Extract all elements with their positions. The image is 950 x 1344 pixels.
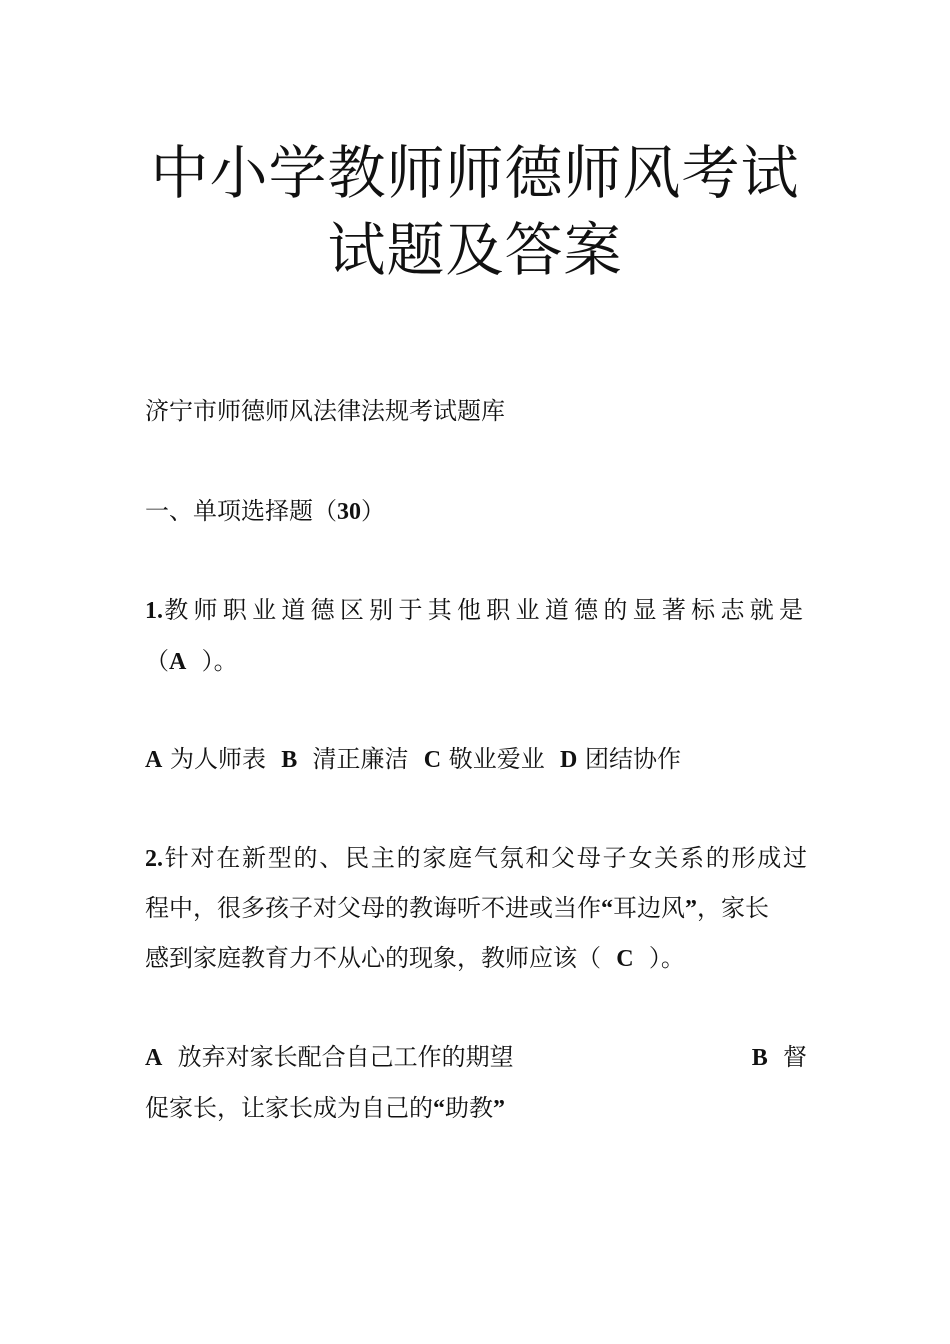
quote-open: “ — [601, 896, 613, 922]
quote-open: “ — [433, 1096, 445, 1122]
option-text: 放弃对家长配合自己工作的期望 — [177, 1043, 514, 1071]
question-1-answer-close: ）。 — [186, 647, 238, 675]
question-2-line-3 — [145, 940, 807, 977]
option-letter: C — [423, 747, 442, 773]
question-2-stem-part-4: 感到家庭教育力不从心的现象，教师应该（ — [145, 944, 601, 972]
option-letter: A — [145, 747, 163, 773]
option-letter: A — [145, 1045, 163, 1071]
question-2-stem-part-3: ，家长 — [697, 894, 769, 922]
document-title-line-1: 中小学教师师德师风考试 — [150, 139, 800, 207]
question-2-options-line-1 — [145, 1039, 807, 1076]
option-text: 督 — [783, 1043, 807, 1071]
option-text: 团结协作 — [585, 745, 682, 773]
question-1-answer-line — [145, 643, 807, 680]
option-b-start — [752, 1039, 807, 1076]
question-1-options — [145, 741, 807, 778]
section-heading — [145, 493, 807, 530]
option-letter: D — [560, 747, 578, 773]
question-1-text — [145, 592, 807, 629]
question-1-stem: 教师职业道德区别于其他职业道德的显著标志就是 — [163, 596, 807, 624]
source-line: 济宁市师德师风法律法规考试题库 — [145, 397, 505, 425]
option-text: 清正廉洁 — [312, 745, 409, 773]
question-2-options-line-2 — [145, 1090, 807, 1127]
question-1-answer-open: （ — [145, 647, 169, 675]
question-1-number: 1. — [145, 598, 163, 624]
quoted-phrase: 助教 — [445, 1094, 493, 1122]
option-letter: B — [281, 747, 298, 773]
quoted-phrase: 耳边风 — [613, 894, 685, 922]
document-title-line-2: 试题及答案 — [327, 216, 623, 284]
section-heading-prefix: 一、单项选择题（ — [145, 497, 337, 525]
question-2-answer-close: ）。 — [648, 944, 685, 972]
question-2-stem-part-1: 针对在新型的、民主的家庭气氛和父母子女关系的形成过 — [163, 844, 807, 872]
option-text: 为人师表 — [169, 745, 266, 773]
question-2-stem-part-2: 程中，很多孩子对父母的教诲听不进或当作 — [145, 894, 601, 922]
option-text: 促家长，让家长成为自己的 — [145, 1094, 433, 1122]
question-2-number: 2. — [145, 846, 163, 872]
question-2-answer: C — [616, 946, 634, 972]
option-text: 敬业爱业 — [448, 745, 545, 773]
quote-close: ” — [685, 896, 697, 922]
quote-close: ” — [493, 1096, 505, 1122]
question-2-line-1 — [145, 840, 807, 877]
question-1-answer: A — [169, 649, 187, 675]
option-letter: B — [751, 1045, 768, 1071]
question-2-line-2 — [145, 890, 807, 927]
section-question-count: 30 — [337, 499, 361, 525]
section-heading-suffix: ） — [361, 497, 385, 525]
